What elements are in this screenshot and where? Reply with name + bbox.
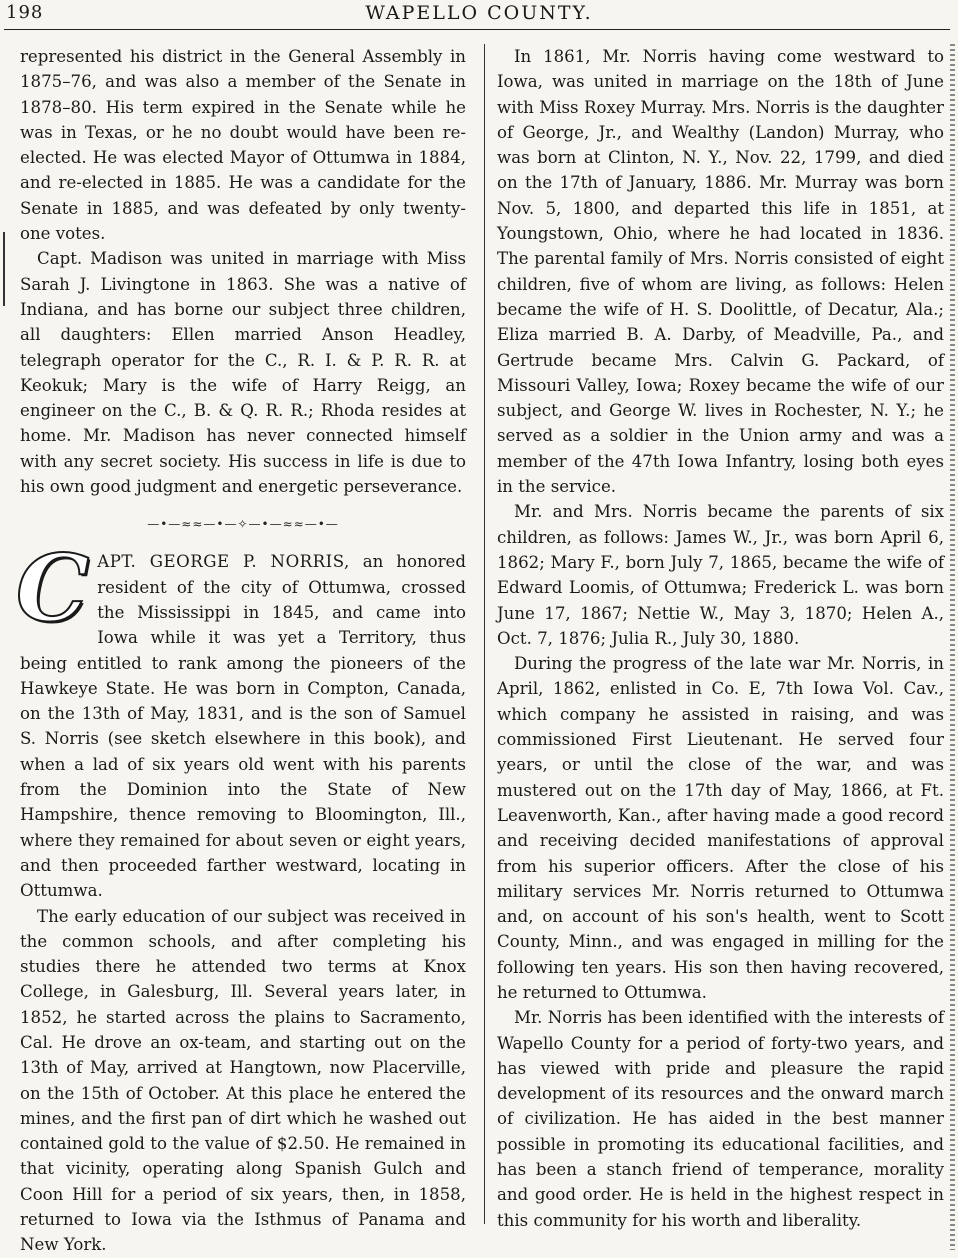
header-rule bbox=[4, 29, 950, 30]
section-ornament: —•—≈≈—•—✧—•—≈≈—•— bbox=[147, 516, 339, 531]
running-head: WAPELLO COUNTY. bbox=[365, 2, 593, 24]
right-paragraph-3: During the progress of the late war Mr. Norris, in April, 1862, enlisted in Co. E, 7th Iowa Vol. Cav., which company he assisted in raising, and was commissioned First Lieutenant. He served four years, or until the close of the war, and was mustered out on the 17th day of May, 1866, at Ft. Leavenworth, Kan., after having made a good record and receiving decided manifestations of approval from his superior officers. After the close of his military services Mr. Norris returned to Ottumwa and, on account of his son's health, went to Scott County, Minn., and was engaged in milling for the following ten years. His son then having recovered, he returned to Ottumwa. bbox=[497, 654, 944, 1002]
biography-subject-name: APT. GEORGE P. NORRIS, bbox=[97, 552, 350, 572]
left-paragraph-2: Capt. Madison was united in marriage with Miss Sarah J. Livingtone in 1863. She was a native of Indiana, and has borne our subject three children, all daughters: Ellen married Anson Headley, telegraph operator for the C., R. I. & P. R. R. at Keokuk; Mary is the wife of Harry Reigg, an engineer on the C., B. & Q. R. R.; Rhoda resides at home. Mr. Madison has never connected himself with any secret society. His success in life is due to his own good judgment and energetic perseverance. bbox=[20, 249, 466, 497]
biography-opening-paragraph bbox=[16, 534, 466, 903]
page-number: 198 bbox=[6, 2, 44, 23]
page-header bbox=[0, 0, 958, 34]
left-margin-mark bbox=[3, 232, 5, 306]
right-paragraph-1: In 1861, Mr. Norris having come westward to Iowa, was united in marriage on the 18th of June with Miss Roxey Murray. Mrs. Norris is the daughter of George, Jr., and Wealthy (Landon) Murray, who was born at Clinton, N. Y., Nov. 22, 1799, and died on the 17th of January, 1886. Mr. Murray was born Nov. 5, 1800, and departed this life in 1851, at Youngstown, Ohio, where he had located in 1836. The parental family of Mrs. Norris consisted of eight children, five of whom are living, as follows: Helen became the wife of H. S. Doolittle, of Decatur, Ala.; Eliza married B. A. Darby, of Meadville, Pa., and Gertrude became Mrs. Calvin G. Packard, of Missouri Valley, Iowa; Roxey became the wife of our subject, and George W. lives in Rochester, N. Y.; he served as a soldier in the Union army and was a member of the 47th Iowa Infantry, losing both eyes in the service. bbox=[497, 47, 944, 497]
left-paragraph-4: The early education of our subject was received in the common schools, and after completing his studies there he attended two terms at Knox College, in Galesburg, Ill. Several years later, in 1852, he started across the plains to Sacramento, Cal. He drove an ox-team, and starting out on the 13th of May, arrived at Hangtown, now Placerville, on the 15th of October. At this place he entered the mines, and the first pan of dirt which he washed out contained gold to the value of $2.50. He remained in that vicinity, operating along Spanish Gulch and Coon Hill for a period of six years, then, in 1858, returned to Iowa via the Isthmus of Panama and New York. bbox=[20, 906, 466, 1255]
biography-opening-text: an honored resident of the city of Ottumwa, crossed the Mississippi in 1845, and came into Iowa while it was yet a Territory, thus being entitled to rank among the pioneers of the Hawkeye State. He was born in Compton, Canada, on the 13th of May, 1831, and is the son of Samuel S. Norris (see sketch elsewhere in this book), and when a lad of six years old went with his parents from the Dominion into the State of New Hampshire, thence removing to Bloomington, Ill., where they remained for about seven or eight years, and then proceeded farther westward, locating in Ottumwa. bbox=[20, 552, 466, 901]
left-column bbox=[16, 44, 466, 1255]
column-divider bbox=[484, 44, 485, 1224]
right-paragraph-4: Mr. Norris has been identified with the interests of Wapello County for a period of forty-two years, and has viewed with pride and pleasure the rapid development of its resources and the onward march of civilization. He has aided in the best manner possible in promoting its educational facilities, and has been a stanch friend of temperance, morality and good order. He is held in the highest respect in this community for his worth and liberality. bbox=[497, 1008, 944, 1230]
right-column bbox=[497, 44, 944, 1234]
drop-cap: C bbox=[16, 534, 90, 643]
left-paragraph-1: represented his district in the General Assembly in 1875–76, and was also a member of the Senate in 1878–80. His term expired in the Senate while he was in Texas, or he no doubt would have been re-elected. He was elected Mayor of Ottumwa in 1884, and re-elected in 1885. He was a candidate for the Senate in 1885, and was defeated by only twenty-one votes. bbox=[20, 47, 466, 244]
right-paragraph-2: Mr. and Mrs. Norris became the parents of six children, as follows: James W., Jr., was born April 6, 1862; Mary F., born July 7, 1865, became the wife of Edward Loomis, of Ottumwa; Frederick L. was born June 17, 1867; Nettie W., May 3, 1870; Helen A., Oct. 7, 1876; Julia R., July 30, 1880. bbox=[497, 502, 944, 648]
right-margin-perforation bbox=[950, 44, 955, 1250]
